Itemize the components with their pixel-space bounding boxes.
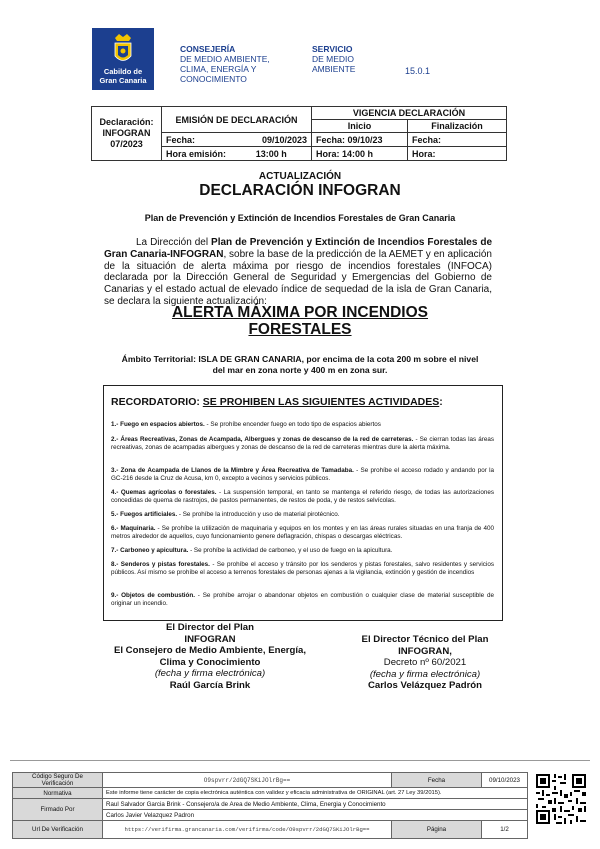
- prohibition-item: [111, 421, 494, 429]
- csv-label: Código Seguro De Verificación: [13, 773, 103, 788]
- coat-of-arms-icon: [107, 32, 139, 68]
- rec-title-c: :: [439, 396, 443, 408]
- rec-title-a: RECORDATORIO:: [111, 396, 203, 408]
- firmado-label: Firmado Por: [13, 799, 103, 821]
- item-text: - La suspensión temporal, en tanto se mantenga el referido riesgo, de todas las autorizaciones concedidas de quema de rastrojos, de pastos permanentes, de restos de poda, y de restos selvícolas.: [111, 489, 494, 505]
- sig-left-line: INFOGRAN: [184, 633, 236, 645]
- prohibition-item: [111, 547, 494, 555]
- fecha-label: Fecha:: [162, 133, 232, 147]
- prohibition-item: [111, 525, 494, 541]
- dept-line-4: CONOCIMIENTO: [180, 74, 247, 84]
- version-number: 15.0.1: [405, 66, 431, 76]
- intro-plan-name: Plan de Prevención y Extinción de Incendios Forestales de Gran Canaria-INFOGRAN: [104, 237, 493, 260]
- fecha-footer-value: 09/10/2023: [482, 773, 528, 788]
- ambito-line-1: Ámbito Territorial: ISLA DE GRAN CANARIA, por encima de la cota 200 m sobre el nivel: [121, 354, 479, 364]
- decl-number: 07/2023: [110, 139, 143, 149]
- normativa-value: Este informe tiene carácter de copia electrónica auténtica con validez y eficacia administrativa de ORIGINAL (art. 27 Ley 39/2015).: [103, 788, 528, 799]
- verification-table: [12, 772, 528, 839]
- fin-hora: Hora:: [408, 147, 507, 161]
- item-text: - Se prohíbe el acceso rodado y andando por la GC-216 desde la Cruz de Acusa, km 0, excepto a vecinos y servicios públicos.: [111, 467, 494, 483]
- right-signature: [325, 634, 525, 692]
- finalizacion-header: Finalización: [408, 120, 507, 133]
- logo-text-2: Gran Canaria: [99, 76, 147, 85]
- serv-line-3: AMBIENTE: [312, 64, 356, 74]
- left-signature: [100, 622, 320, 692]
- intro-text-2: , sobre la base de la predicción de la AEMET y en aplicación de la situación de alerta máxima por riesgo de incendios forestales (INFOCA) declarada por la Dirección General de Seguridad y Emergencias del Gobierno de Canarias y el estado actual de elevado índice de sequedad de la isla de Gran Canaria, se declara la siguiente actualización:: [104, 248, 492, 307]
- firmado-1: Raul Salvador Garcia Brink - Consejero/a de Area de Medio Ambiente, Clima, Energia y Conocimiento: [103, 799, 528, 810]
- logo-text-1: Cabildo de: [103, 67, 143, 76]
- prohibition-item: [111, 467, 494, 483]
- inicio-fecha: Fecha: 09/10/23: [312, 133, 408, 147]
- serv-line-2: DE MEDIO: [312, 54, 355, 64]
- item-text: - Se prohíbe encender fuego en todo tipo de espacios abiertos: [204, 421, 381, 428]
- item-text: - Se prohíbe el acceso y tránsito por los senderos y pistas forestales, salvo residentes y servicios públicos. Así mismo se prohíbe el acceso a terrenos forestales de personas ajenas a la vigilancia, extinción y gestión de incendios: [111, 561, 494, 577]
- dept-line-2: DE MEDIO AMBIENTE,: [180, 54, 270, 64]
- item-text: - Se prohíbe la introducción y uso de material pirotécnico.: [177, 511, 340, 518]
- prohibition-item: [111, 436, 494, 452]
- fecha-value: 09/10/2023: [232, 133, 312, 147]
- prohibition-item: [111, 561, 494, 577]
- hora-label: Hora emisión:: [162, 147, 232, 161]
- firmado-2: Carlos Javier Velazquez Padron: [103, 810, 528, 821]
- item-head: 4.- Quemas agrícolas o forestales.: [111, 489, 217, 496]
- item-head: 3.- Zona de Acampada de Llanos de la Mimbre y Área Recreativa de Tamadaba.: [111, 467, 354, 474]
- hora-value: 13:00 h: [232, 147, 312, 161]
- plan-subtitle: Plan de Prevención y Extinción de Incendios Forestales de Gran Canaria: [144, 213, 456, 223]
- item-head: 8.- Senderos y pistas forestales.: [111, 561, 210, 568]
- alert-line-2: FORESTALES: [248, 321, 352, 338]
- sig-left-line: El Consejero de Medio Ambiente, Energía,: [113, 645, 307, 657]
- qr-code-icon: [536, 774, 586, 824]
- serv-line-1: SERVICIO: [312, 44, 353, 54]
- item-text: - Se prohíbe la actividad de carboneo, y el uso de fuego en la apicultura.: [188, 547, 393, 554]
- item-text: - Se cierran todas las áreas recreativas, zonas de acampadas albergues y zonas de descanso de la red de carreteras mientras dure la alerta máxima.: [111, 436, 495, 452]
- item-head: 7.- Carboneo y apicultura.: [111, 547, 189, 554]
- actualizacion-heading: ACTUALIZACIÓN: [258, 171, 342, 182]
- normativa-label: Normativa: [13, 788, 103, 799]
- sig-left-line: Clima y Conocimiento: [159, 656, 261, 668]
- sig-left-line: El Director del Plan: [166, 622, 254, 633]
- fecha-footer-label: Fecha: [392, 773, 482, 788]
- alert-line-1: ALERTA MÁXIMA POR INCENDIOS: [171, 304, 429, 321]
- inicio-hora: Hora: 14:00 h: [312, 147, 408, 161]
- fin-fecha: Fecha:: [408, 133, 507, 147]
- item-head: 9.- Objetos de combustión.: [111, 592, 195, 599]
- item-head: 6.- Maquinaria.: [111, 525, 156, 532]
- rec-title-b: SE PROHIBEN LAS SIGUIENTES ACTIVIDADES: [202, 396, 440, 408]
- item-head: 2.- Áreas Recreativas, Zonas de Acampada, Albergues y zonas de descanso de la red de carreteras.: [111, 436, 414, 443]
- vigencia-title: VIGENCIA DECLARACIÓN: [312, 107, 507, 120]
- emission-title: EMISIÓN DE DECLARACIÓN: [162, 107, 312, 133]
- dept-line-3: CLIMA, ENERGÍA Y: [180, 64, 257, 74]
- sig-right-name: Carlos Velázquez Padrón: [367, 680, 483, 692]
- sig-left-name: Raúl García Brink: [169, 679, 251, 691]
- cabildo-logo: [92, 28, 154, 90]
- sig-right-note: (fecha y firma electrónica): [369, 668, 481, 680]
- csv-value: O9spvrr/2dGQ7SKiJOlrBg==: [103, 773, 392, 788]
- intro-text-1: La Dirección del: [136, 237, 212, 248]
- recordatorio-title: [111, 396, 443, 408]
- page-title: DECLARACIÓN INFOGRAN: [199, 182, 401, 199]
- prohibition-item: [111, 592, 494, 608]
- declaration-id-cell: [92, 107, 162, 161]
- prohibition-item: [111, 489, 494, 505]
- pagina-label: Página: [392, 821, 482, 839]
- declaration-table: [91, 106, 507, 161]
- verification-url[interactable]: https://verifirma.grancanaria.com/verifirma/code/O9spvrr/2dGQ7SKiJOlrBg==: [103, 821, 392, 839]
- sig-right-line: El Director Técnico del Plan: [361, 634, 489, 645]
- sig-right-decree: Decreto nº 60/2021: [383, 657, 467, 669]
- pagina-value: 1/2: [482, 821, 528, 839]
- dept-line-1: CONSEJERÍA: [180, 44, 236, 54]
- sig-right-line: INFOGRAN,: [398, 645, 452, 657]
- decl-plan: INFOGRAN: [102, 128, 151, 138]
- sig-left-note: (fecha y firma electrónica): [154, 668, 266, 680]
- item-head: 1.- Fuego en espacios abiertos.: [111, 421, 205, 428]
- footer-divider: [10, 760, 590, 761]
- intro-paragraph: [104, 237, 492, 308]
- prohibition-item: [111, 511, 494, 519]
- item-text: - Se prohíbe arrojar o abandonar objetos en combustión o cualquier clase de material susceptible de originar un incendio.: [111, 592, 494, 608]
- ambito-line-2: del mar en zona norte y 400 m en zona sur.: [212, 365, 388, 375]
- decl-label: Declaración:: [99, 117, 154, 127]
- item-text: - Se prohíbe la utilización de maquinaria y equipos en los montes y en las áreas rurales situadas en una franja de 400 metros alrededor de aquellos, cuyo funcionamiento genere deflagración, chispas o descargas eléctricas.: [111, 525, 495, 541]
- url-label: Url De Verificación: [13, 821, 103, 839]
- item-head: 5.- Fuegos artificiales.: [111, 511, 178, 518]
- inicio-header: Inicio: [312, 120, 408, 133]
